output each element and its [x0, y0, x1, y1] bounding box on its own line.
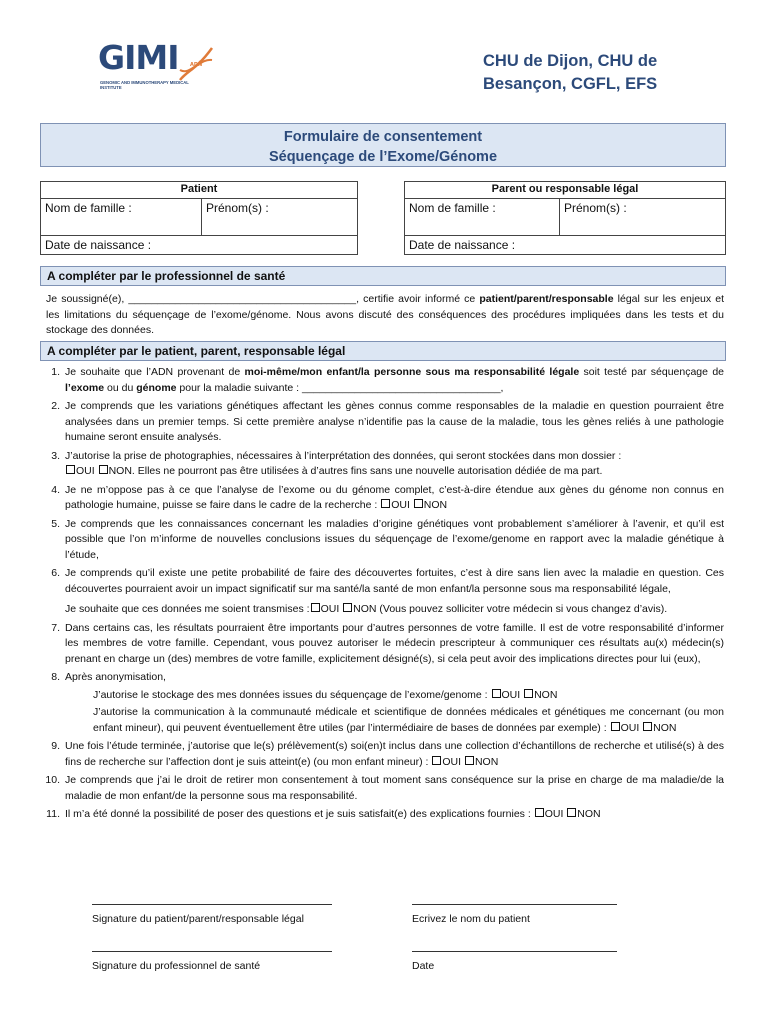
- professional-text-b: légal sur les enjeux et les limitations du séquençage de l’exome/génome. Nous avons discuté des conséquences des procédures impliquées dans les tests et du stockage des données.: [46, 293, 724, 336]
- item-1-genome: génome: [136, 381, 177, 394]
- logo-text: GIMI: [98, 38, 179, 77]
- item-4-non-checkbox[interactable]: [414, 499, 423, 508]
- item-10-text: Je comprends que j’ai le droit de retirer mon consentement à tout moment sans conséquence sur la prise en charge de ma maladie/de la maladie de mon enfant/de la personne sous ma responsabilité.: [65, 774, 724, 802]
- item-number: 11.: [46, 808, 60, 820]
- item-8-storage: [93, 688, 724, 704]
- item-8-sharing-text: J’autorise la communication à la communauté médicale et scientifique de données médicales et génétiques me concernant (ou mon enfant mineur), qui peuvent éventuellement être utiles (par l’intermédiaire de bases de données par exemple) :: [93, 706, 724, 734]
- patient-last-name-field[interactable]: Nom de famille :: [41, 199, 202, 236]
- hospitals-line1: CHU de Dijon, CHU de: [483, 52, 658, 70]
- patient-first-name-field[interactable]: Prénom(s) :: [202, 199, 358, 236]
- item-3-oui-label: OUI: [76, 465, 95, 477]
- item-8-sharing-oui-label: OUI: [620, 721, 640, 734]
- consent-items: [40, 365, 724, 826]
- patient-name-label: Ecrivez le nom du patient: [412, 913, 530, 925]
- item-4-oui-label: OUI: [391, 499, 410, 511]
- item-number: 2.: [51, 400, 60, 412]
- item-9-text: Une fois l’étude terminée, j’autorise que le(s) prélèvement(s) soi(en)t inclus dans une collection d’échantillons de recherche et utilisé(s) à des fins de recherche sur l’affection dont je suis atteint(e) (ou mon enfant mineur) :: [65, 740, 724, 768]
- list-item: [40, 399, 724, 446]
- patient-table-header: Patient: [41, 182, 358, 199]
- item-4-oui-checkbox[interactable]: [381, 499, 390, 508]
- list-item: [40, 739, 724, 770]
- parent-table: [404, 181, 726, 255]
- title-line1: Formulaire de consentement: [283, 129, 483, 145]
- item-6-non-checkbox[interactable]: [343, 603, 352, 612]
- item-6-non-label: NON (Vous pouvez solliciter votre médecin si vous changez d’avis).: [353, 603, 668, 615]
- item-3-text: J’autorise la prise de photographies, nécessaires à l’interprétation des données, qui seront stockées dans mon dossier :: [65, 449, 622, 462]
- list-item: [40, 670, 724, 736]
- list-item: [40, 365, 724, 396]
- item-number: 10.: [45, 774, 60, 786]
- item-11-non-label: NON: [577, 808, 601, 820]
- item-1-text: Je souhaite que l’ADN provenant de: [65, 366, 245, 378]
- item-6-text: Je comprends qu’il existe une petite probabilité de faire des découvertes fortuites, c’est à dire sans lien avec la maladie en question. Ces découvertes pourraient avoir un impact significatif sur ma santé/la santé de mon enfant/la personne sous ma responsabilité légale,: [65, 567, 724, 595]
- item-2-text: Je comprends que les variations génétiques affectant les gènes connus comme responsables de la maladie en question pourraient être analysées dans un premier temps. Si cette première analyse n’identifie pas la cause de la maladie, tous les gènes reliés à une pathologie humaine seront ensuite analysés.: [65, 400, 724, 443]
- item-6-oui-label: OUI: [320, 603, 340, 615]
- dna-helix-icon: [178, 46, 214, 82]
- patient-signature-label: Signature du patient/parent/responsable légal: [92, 913, 304, 925]
- list-item: [40, 566, 724, 618]
- parent-table-header: Parent ou responsable légal: [405, 182, 726, 199]
- item-1-disease-field[interactable]: pour la maladie suivante : __________________________________,: [176, 381, 504, 394]
- item-8-storage-oui-checkbox[interactable]: [492, 689, 501, 698]
- item-5-text: Je comprends que les connaissances concernant les maladies d’origine génétiques vont probablement s’améliorer à l’avenir, et qu’il est possible que l’on m’informe de nouvelles conclusions issues du séquençage de l’exome/genome en rapport avec la maladie génétique à l’étude,: [65, 517, 724, 561]
- hospitals-line2: Besançon, CGFL, EFS: [483, 75, 658, 93]
- list-item: [40, 483, 724, 514]
- item-number: 5.: [51, 517, 60, 530]
- item-4-non-label: NON: [423, 499, 448, 511]
- logo-tagline: GENOMIC AND IMMUNOTHERAPY MEDICAL INSTITUTE: [100, 80, 189, 90]
- item-9-oui-checkbox[interactable]: [432, 756, 441, 765]
- parent-birth-field[interactable]: Date de naissance :: [405, 236, 726, 255]
- professional-text-bold: patient/parent/responsable: [479, 293, 614, 305]
- item-8-sharing: [93, 705, 724, 736]
- item-8-storage-non-label: NON: [534, 688, 558, 701]
- item-8-storage-text: J’autorise le stockage des mes données issues du séquençage de l’exome/genome :: [93, 688, 488, 701]
- patient-signature-field[interactable]: [92, 904, 332, 925]
- item-1-exome: l’exome: [65, 381, 105, 394]
- item-11-oui-checkbox[interactable]: [535, 808, 544, 817]
- item-3-non-checkbox[interactable]: [99, 465, 108, 474]
- item-1-text-2: soit testé par séquençage de: [579, 366, 725, 378]
- item-8-storage-non-checkbox[interactable]: [524, 689, 533, 698]
- item-8-text: Après anonymisation,: [65, 671, 166, 683]
- title-line2: Séquençage de l’Exome/Génome: [268, 149, 498, 165]
- item-6-choice-text: Je souhaite que ces données me soient transmises :: [65, 603, 310, 615]
- professional-statement: [46, 292, 724, 339]
- item-6-choice: [65, 602, 724, 618]
- parent-first-name-field[interactable]: Prénom(s) :: [560, 199, 726, 236]
- item-11-oui-label: OUI: [544, 808, 564, 820]
- item-number: 3.: [51, 449, 60, 462]
- item-6-oui-checkbox[interactable]: [311, 603, 320, 612]
- item-9-oui-label: OUI: [442, 755, 462, 768]
- professional-section-heading: A compléter par le professionnel de santé: [40, 266, 726, 286]
- professional-signature-label: Signature du professionnel de santé: [92, 960, 261, 972]
- item-8-storage-oui-label: OUI: [501, 688, 521, 701]
- list-item: [40, 449, 724, 480]
- item-8-sharing-non-checkbox[interactable]: [643, 722, 652, 731]
- logo-dna-text: ADN: [190, 62, 203, 68]
- list-item: [40, 621, 724, 668]
- item-number: 6.: [51, 567, 60, 579]
- item-number: 7.: [51, 621, 60, 634]
- item-3-non-label: NON. Elles ne pourront pas être utilisées à d’autres fins sans une nouvelle autorisation dédiée de ma part.: [108, 465, 603, 477]
- item-1-text-3: ou du: [104, 381, 137, 394]
- item-11-non-checkbox[interactable]: [567, 808, 576, 817]
- professional-signature-field[interactable]: [92, 951, 332, 972]
- list-item: [40, 773, 724, 804]
- item-7-text: Dans certains cas, les résultats pourraient être importants pour d’autres personnes de votre famille. Il est de votre responsabilité d’informer les membres de votre famille. Cependant, vous pouvez autoriser le médecin prescripteur à communiquer ces résultats au(x) médecin(s) prenant en charge un (des) membres de votre famille, explicitement désigné(s), si cela peut avoir des implications directes pour lui (eux),: [65, 621, 724, 665]
- item-number: 9.: [51, 740, 60, 752]
- patient-table: [40, 181, 358, 255]
- professional-text-a: Je soussigné(e), _______________________________________, certifie avoir informé ce: [46, 293, 480, 305]
- form-title: [40, 123, 726, 167]
- item-9-non-label: NON: [474, 755, 499, 768]
- patient-name-field[interactable]: [412, 904, 617, 925]
- item-9-non-checkbox[interactable]: [465, 756, 474, 765]
- gimi-logo: [96, 38, 214, 104]
- patient-section-heading: A compléter par le patient, parent, responsable légal: [40, 341, 726, 361]
- item-number: 1.: [51, 366, 60, 378]
- item-number: 8.: [51, 671, 60, 683]
- item-3-oui-checkbox[interactable]: [66, 465, 75, 474]
- item-8-sharing-non-label: NON: [653, 721, 677, 734]
- item-11-text: Il m’a été donné la possibilité de poser des questions et je suis satisfait(e) des explications fournies :: [65, 808, 531, 820]
- item-8-sharing-oui-checkbox[interactable]: [611, 722, 620, 731]
- list-item: [40, 517, 724, 564]
- parent-last-name-field[interactable]: Nom de famille :: [405, 199, 560, 236]
- item-1-bold: moi-même/mon enfant/la personne sous ma responsabilité légale: [244, 366, 580, 378]
- patient-birth-field[interactable]: Date de naissance :: [41, 236, 358, 255]
- date-label: Date: [412, 960, 435, 972]
- hospitals-heading: [483, 50, 713, 96]
- date-field[interactable]: [412, 951, 617, 972]
- list-item: [40, 807, 724, 823]
- item-4-text: Je ne m’oppose pas à ce que l’analyse de l’exome ou du génome complet, c’est-à-dire étendue aux gènes du génome non connus en pathologie humaine, puisse se faire dans le cadre de la recherche :: [65, 483, 724, 511]
- item-number: 4.: [51, 483, 60, 496]
